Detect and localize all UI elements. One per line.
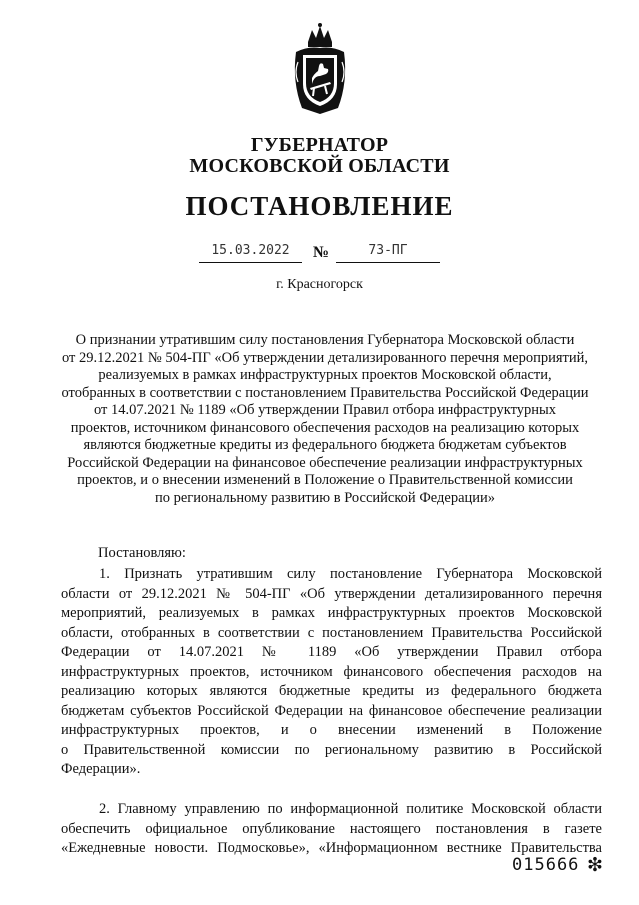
subject-line: проектов, и о внесении изменений в Положение о Правительственной комиссии [77, 472, 573, 488]
issuer-title-line2: МОСКОВСКОЙ ОБЛАСТИ [189, 155, 450, 177]
decree-word: Постановляю: [98, 545, 186, 561]
paragraph-line: обеспечить официальное опубликование настоящего постановления в газете [61, 820, 602, 837]
document-type-title: ПОСТАНОВЛЕНИЕ [185, 191, 454, 221]
document-number: 73-ПГ [336, 242, 440, 263]
subject-line: реализуемых в рамках инфраструктурных проектов Московской области, [98, 367, 552, 383]
paragraph-line: реализацию которых являются бюджетные кредиты из федерального бюджета [61, 683, 602, 699]
number-sign: № [312, 244, 330, 261]
subject-line: по региональному развитию в Российской Федерации» [154, 489, 496, 506]
document-subject [55, 332, 595, 507]
subject-line: от 29.12.2021 № 504-ПГ «Об утверждении детализированного перечня мероприятий, [61, 349, 588, 366]
paragraph-line: области, отобранных в соответствии с постановлением Правительства Российской [61, 624, 602, 641]
subject-line: от 14.07.2021 № 1189 «Об утверждении Правил отбора инфраструктурных [93, 402, 556, 418]
paragraph-line: 1. Признать утратившим силу постановление Губернатора Московской [99, 566, 602, 582]
paragraph-line: 2. Главному управлению по информационной политике Московской области [99, 801, 602, 817]
snowflake-mark-icon: ❇ [587, 855, 603, 876]
paragraph-line: Федерации». [61, 761, 141, 777]
paragraph-line: бюджетам субъектов Российской Федерации на финансовое обеспечение реализации [61, 702, 602, 719]
paragraph-line: инфраструктурных проектов, источником финансового обеспечения расходов на [61, 663, 602, 680]
paragraph-line: инфраструктурных проектов, и о внесении изменений в Положение [61, 722, 602, 738]
registration-number: 015666 [512, 855, 580, 875]
paragraph-line: «Ежедневные новости. Подмосковье», «Информационном вестнике Правительства [61, 840, 602, 856]
paragraph-1 [61, 565, 602, 780]
document-date: 15.03.2022 [199, 242, 302, 263]
subject-line: О признании утратившим силу постановления Губернатора Московской области [75, 332, 575, 348]
paragraph-line: о Правительственной комиссии по региональному развитию в Российской [61, 741, 602, 758]
paragraph-2 [61, 800, 602, 859]
subject-line: являются бюджетные кредиты из федерального бюджета бюджетам субъектов [83, 437, 567, 453]
document-city: г. Красногорск [276, 277, 363, 292]
subject-line: отобранных в соответствии с постановлением Правительства Российской Федерации [61, 384, 589, 401]
subject-line: Российской Федерации на финансовое обеспечение реализации инфраструктурных [67, 454, 583, 471]
paragraph-line: мероприятий, реализуемых в рамках инфраструктурных проектов Московской [61, 605, 602, 621]
issuer-title-line1: ГУБЕРНАТОР [250, 134, 389, 156]
paragraph-line: Федерации от 14.07.2021 № 1189 «Об утверждении Правил отбора [61, 644, 602, 660]
subject-line: проектов, источником финансового обеспечения расходов на реализацию которых [70, 419, 580, 436]
moscow-oblast-coat-of-arms-icon [290, 22, 350, 116]
paragraph-line: области от 29.12.2021 № 504-ПГ «Об утверждении детализированного перечня [61, 585, 602, 602]
